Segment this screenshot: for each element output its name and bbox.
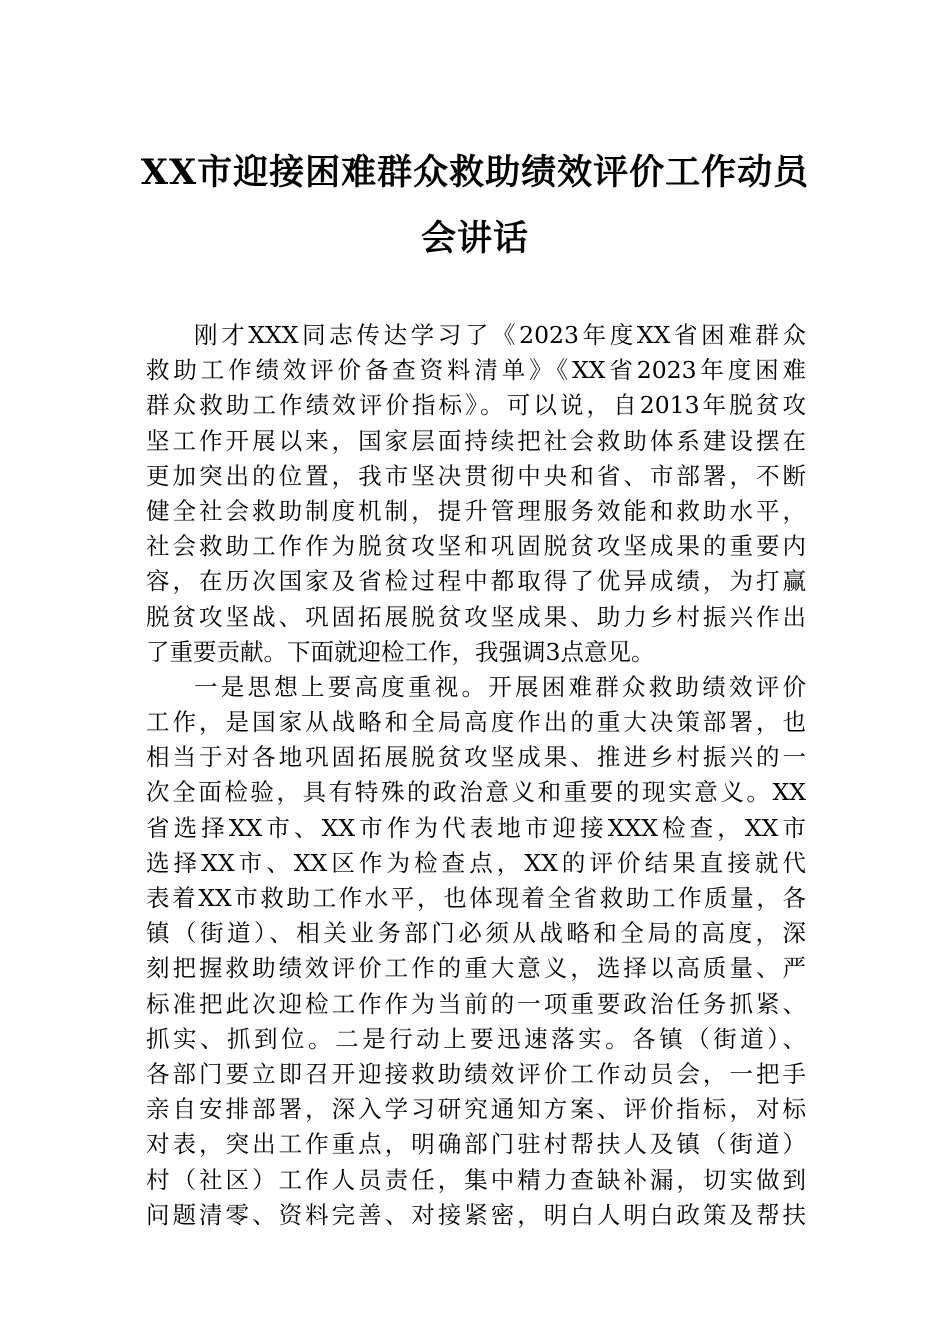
paragraph-2-line: 村（社区）工作人员责任，集中精力查缺补漏，切实做到 bbox=[146, 1165, 806, 1194]
paragraph-2-line: 选择XX市、XX区作为检查点，XX的评价结果直接就代 bbox=[146, 848, 806, 877]
paragraph-1-line: 健全社会救助制度机制，提升管理服务效能和救助水平， bbox=[146, 496, 806, 525]
paragraph-1-line: 了重要贡献。下面就迎检工作，我强调3点意见。 bbox=[146, 637, 655, 666]
paragraph-1-line: 社会救助工作作为脱贫攻坚和巩固脱贫攻坚成果的重要内 bbox=[146, 532, 806, 561]
paragraph-2-line: 标准把此次迎检工作作为当前的一项重要政治任务抓紧、 bbox=[146, 989, 806, 1018]
paragraph-2-line: 一是思想上要高度重视。开展困难群众救助绩效评价 bbox=[194, 672, 806, 701]
paragraph-2-line: 亲自安排部署，深入学习研究通知方案、评价指标，对标 bbox=[146, 1095, 806, 1124]
paragraph-2-line: 表着XX市救助工作水平，也体现着全省救助工作质量，各 bbox=[146, 884, 806, 912]
paragraph-1-line: 更加突出的位置，我市坚决贯彻中央和省、市部署，不断 bbox=[146, 461, 806, 490]
paragraph-1-line: 群众救助工作绩效评价指标》。可以说，自2013年脱贫攻 bbox=[146, 391, 806, 420]
document-title bbox=[140, 140, 810, 272]
paragraph-1-line: 救助工作绩效评价备查资料清单》《XX省2023年度困难 bbox=[146, 356, 806, 385]
document-body bbox=[146, 318, 806, 1233]
paragraph-1-line: 脱贫攻坚战、巩固拓展脱贫攻坚成果、助力乡村振兴作出 bbox=[146, 602, 806, 631]
paragraph-2-line: 问题清零、资料完善、对接紧密，明白人明白政策及帮扶 bbox=[146, 1200, 806, 1229]
title-line-1: XX市迎接困难群众救助绩效评价工作动员 bbox=[140, 152, 810, 193]
paragraph-2-line: 抓实、抓到位。二是行动上要迅速落实。各镇（街道）、 bbox=[146, 1024, 806, 1053]
paragraph-2-line: 刻把握救助绩效评价工作的重大意义，选择以高质量、严 bbox=[146, 954, 806, 983]
paragraph-1-line: 坚工作开展以来，国家层面持续把社会救助体系建设摆在 bbox=[146, 426, 806, 455]
paragraph-2-line: 对表，突出工作重点，明确部门驻村帮扶人及镇（街道） bbox=[146, 1130, 806, 1159]
title-line-2: 会讲话 bbox=[420, 218, 529, 259]
paragraph-2-line: 工作，是国家从战略和全局高度作出的重大决策部署，也 bbox=[146, 708, 806, 737]
paragraph-2-line: 次全面检验，具有特殊的政治意义和重要的现实意义。XX bbox=[146, 778, 806, 807]
paragraph-2-line: 省选择XX市、XX市作为代表地市迎接XXX检查，XX市 bbox=[146, 813, 806, 842]
paragraph-2-line: 相当于对各地巩固拓展脱贫攻坚成果、推进乡村振兴的一 bbox=[146, 743, 806, 772]
paragraph-2-line: 各部门要立即召开迎接救助绩效评价工作动员会，一把手 bbox=[146, 1059, 806, 1088]
paragraph-2-line: 镇（街道）、相关业务部门必须从战略和全局的高度，深 bbox=[146, 919, 806, 948]
paragraph-1-line: 刚才XXX同志传达学习了《2023年度XX省困难群众 bbox=[194, 321, 806, 349]
paragraph-1-line: 容，在历次国家及省检过程中都取得了优异成绩，为打赢 bbox=[146, 567, 806, 596]
